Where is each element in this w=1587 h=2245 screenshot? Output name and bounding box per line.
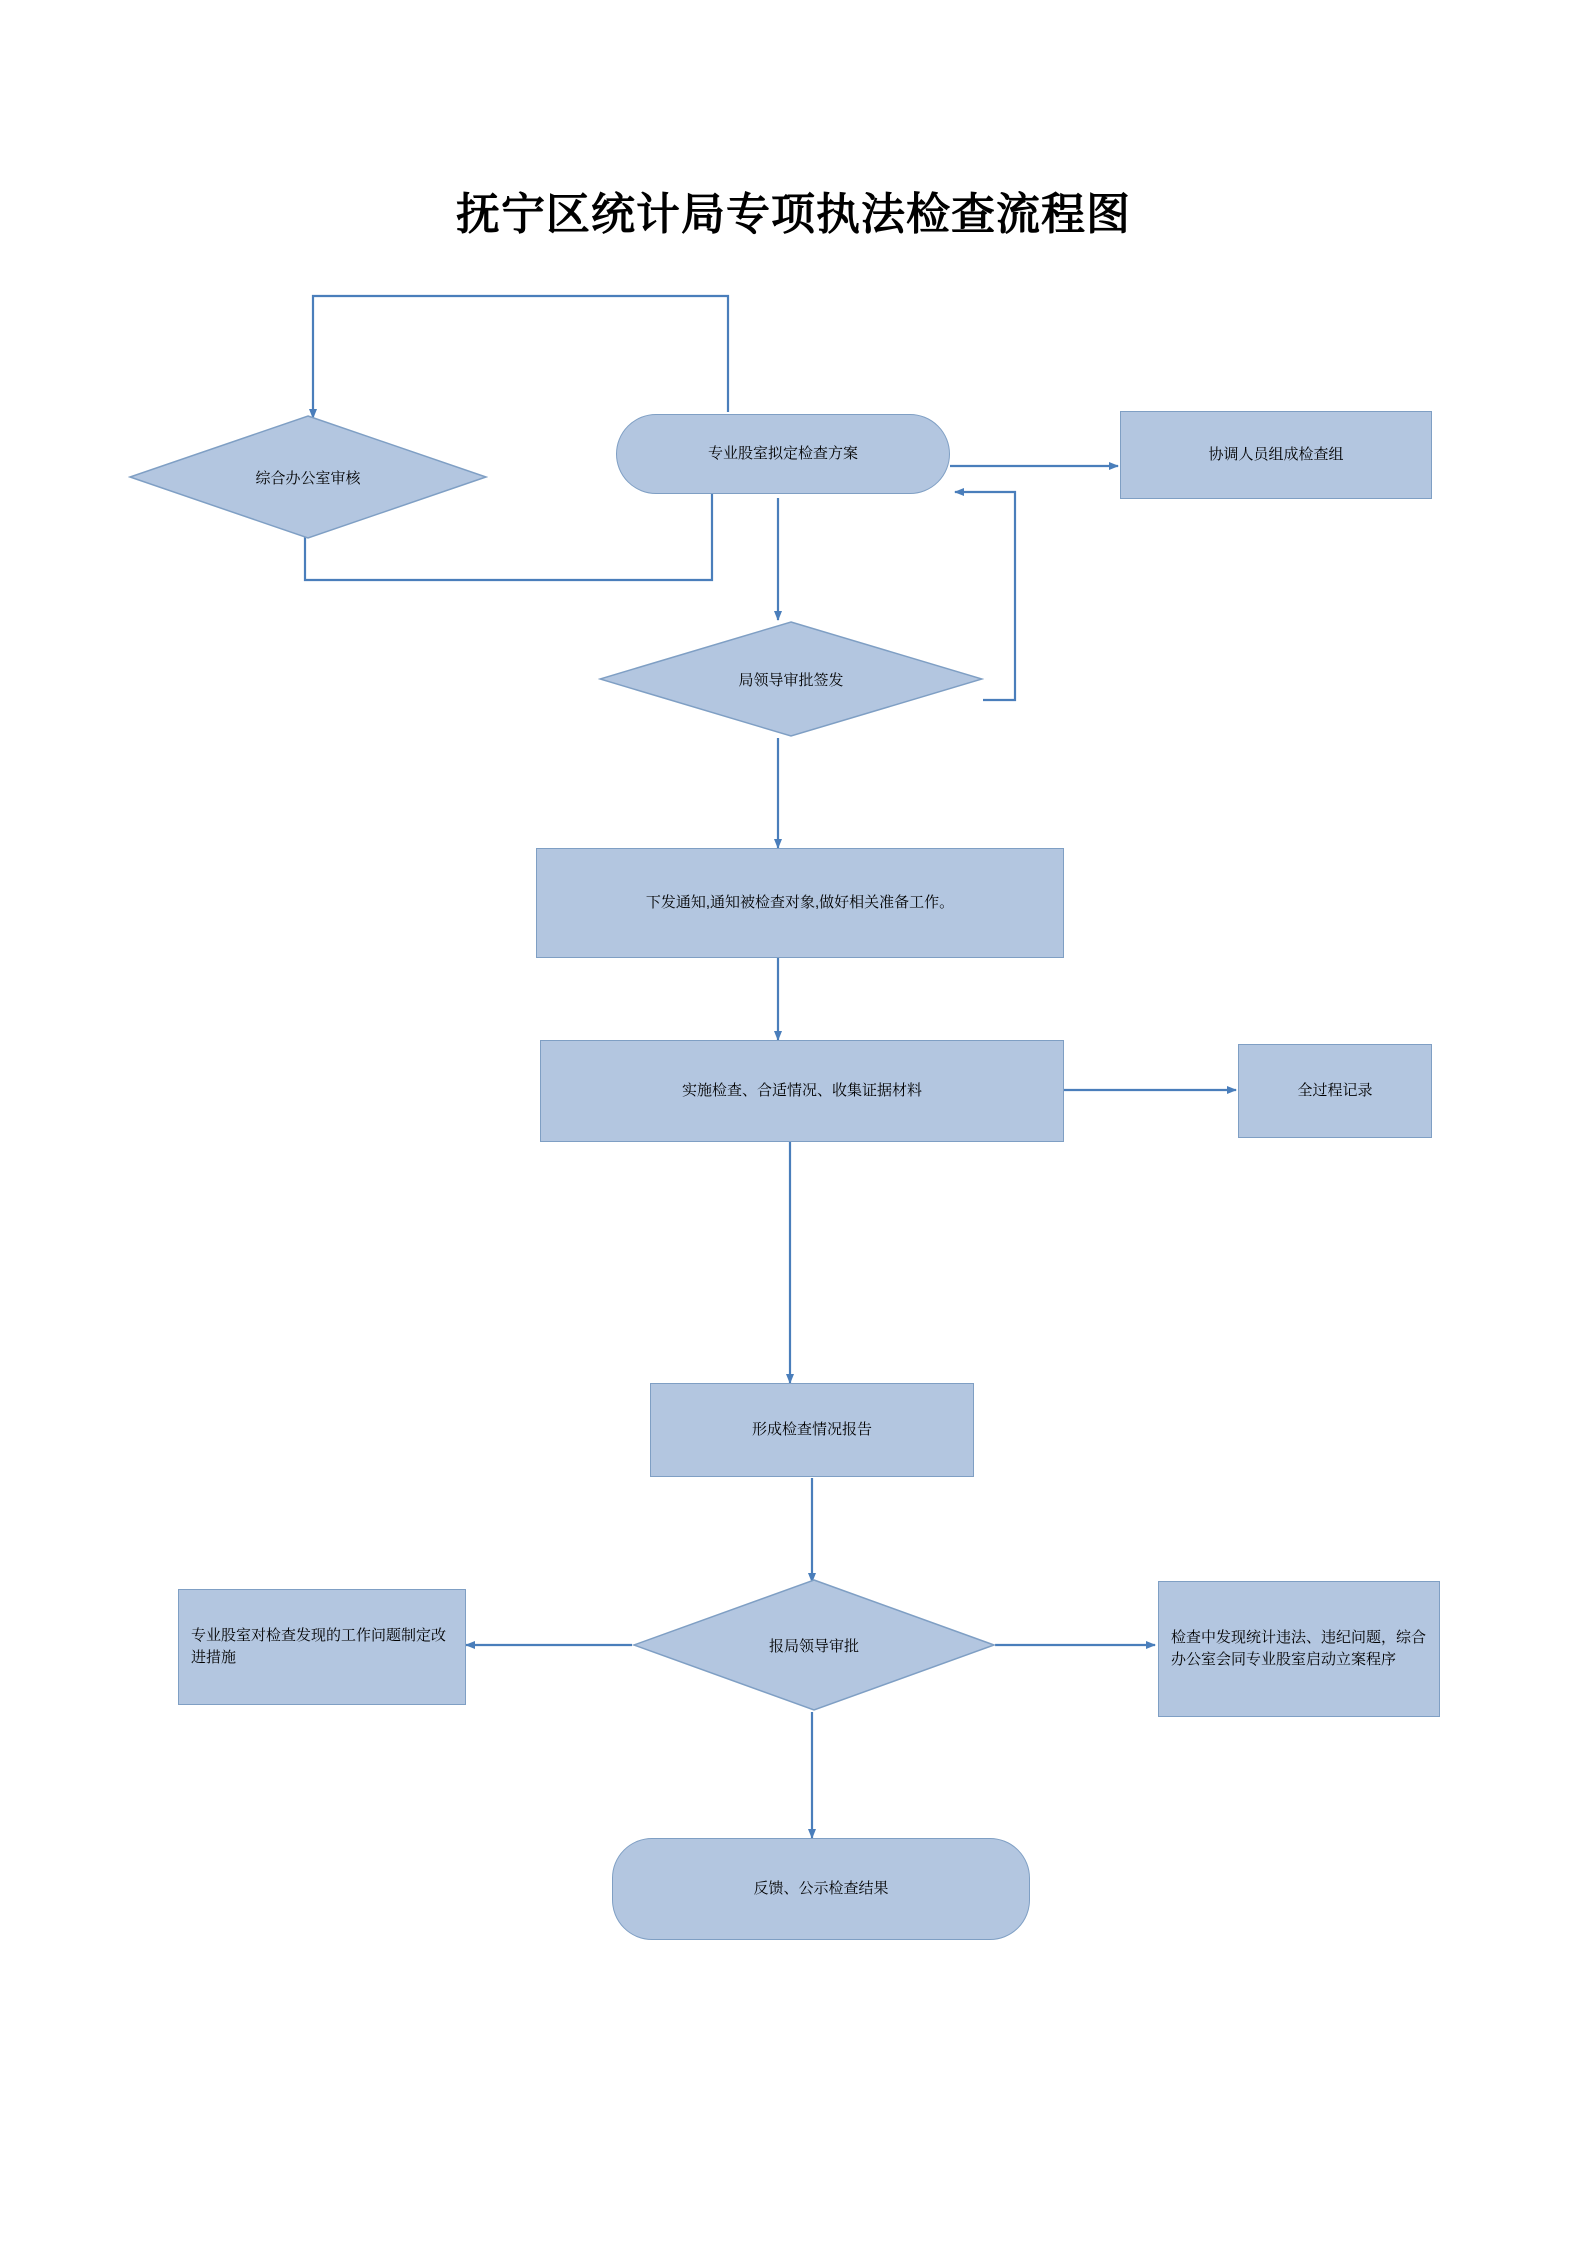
node-case-filing[interactable] — [1158, 1581, 1440, 1717]
node-notice-label: 下发通知,通知被检查对象,做好相关准备工作。 — [645, 893, 955, 911]
node-team-setup-label: 协调人员组成检查组 — [1208, 445, 1344, 463]
node-leader-sign-label: 局领导审批签发 — [738, 671, 844, 689]
node-record[interactable] — [1238, 1044, 1432, 1138]
node-inspect[interactable] — [540, 1040, 1064, 1142]
edge-plan-to-office-review — [313, 296, 728, 418]
node-team-setup[interactable] — [1120, 411, 1432, 499]
node-notice[interactable] — [536, 848, 1064, 958]
node-leader-approve[interactable] — [632, 1578, 996, 1712]
node-leader-approve-label: 报局领导审批 — [768, 1637, 859, 1655]
node-case-filing-label: 检查中发现统计违法、违纪问题，综合办公室会同专业股室启动立案程序 — [1171, 1628, 1427, 1668]
node-plan-draft[interactable] — [616, 414, 950, 494]
node-inspect-label: 实施检查、合适情况、收集证据材料 — [681, 1081, 922, 1099]
node-report-label: 形成检查情况报告 — [751, 1420, 872, 1438]
node-office-review-label: 综合办公室审核 — [255, 469, 361, 487]
node-report[interactable] — [650, 1383, 974, 1477]
page-title: 抚宁区统计局专项执法检查流程图 — [456, 190, 1131, 239]
node-plan-draft-label: 专业股室拟定检查方案 — [707, 444, 858, 462]
node-feedback[interactable] — [612, 1838, 1030, 1940]
node-leader-sign[interactable] — [598, 620, 984, 738]
node-office-review[interactable] — [128, 414, 488, 540]
node-feedback-label: 反馈、公示检查结果 — [753, 1879, 889, 1897]
node-improve-label: 专业股室对检查发现的工作问题制定改进措施 — [191, 1626, 447, 1666]
node-record-label: 全过程记录 — [1297, 1081, 1373, 1099]
node-improve[interactable] — [178, 1589, 466, 1705]
